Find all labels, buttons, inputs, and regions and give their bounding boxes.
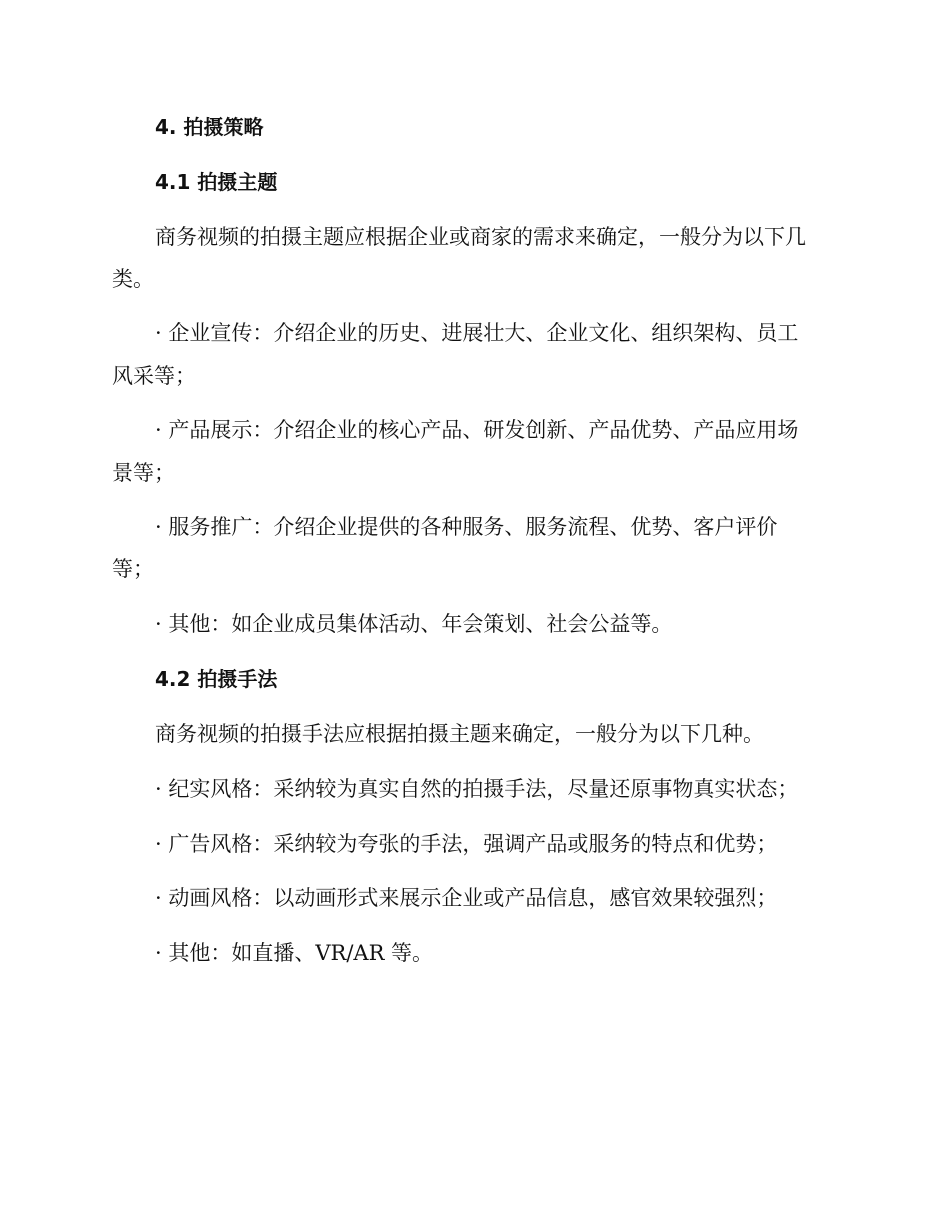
theme-item-corporate-promo-line-2: 风采等；: [112, 364, 196, 388]
technique-item-other: · 其他：如直播、VR/AR 等。: [155, 941, 434, 965]
theme-intro-line-2: 类。: [112, 267, 154, 291]
theme-item-product-showcase-line-2: 景等；: [112, 461, 175, 485]
section-title: 4. 拍摄策略: [155, 115, 264, 139]
theme-item-other: · 其他：如企业成员集体活动、年会策划、社会公益等。: [155, 612, 673, 636]
theme-item-service-promo-line-2: 等；: [112, 557, 154, 581]
technique-item-advertising: · 广告风格：采纳较为夸张的手法，强调产品或服务的特点和优势；: [155, 832, 778, 856]
technique-item-animation: · 动画风格：以动画形式来展示企业或产品信息，感官效果较强烈；: [155, 886, 778, 910]
theme-item-corporate-promo-line-1: · 企业宣传：介绍企业的历史、进展壮大、企业文化、组织架构、员工: [155, 321, 799, 345]
technique-item-documentary: · 纪实风格：采纳较为真实自然的拍摄手法，尽量还原事物真实状态；: [155, 777, 799, 801]
theme-item-product-showcase-line-1: · 产品展示：介绍企业的核心产品、研发创新、产品优势、产品应用场: [155, 418, 799, 442]
technique-intro: 商务视频的拍摄手法应根据拍摄主题来确定，一般分为以下几种。: [155, 722, 764, 746]
subsection-title-shooting-theme: 4.1 拍摄主题: [155, 170, 278, 194]
subsection-title-shooting-technique: 4.2 拍摄手法: [155, 667, 278, 691]
theme-item-service-promo-line-1: · 服务推广：介绍企业提供的各种服务、服务流程、优势、客户评价: [155, 515, 778, 539]
theme-intro-line-1: 商务视频的拍摄主题应根据企业或商家的需求来确定，一般分为以下几: [155, 225, 806, 249]
